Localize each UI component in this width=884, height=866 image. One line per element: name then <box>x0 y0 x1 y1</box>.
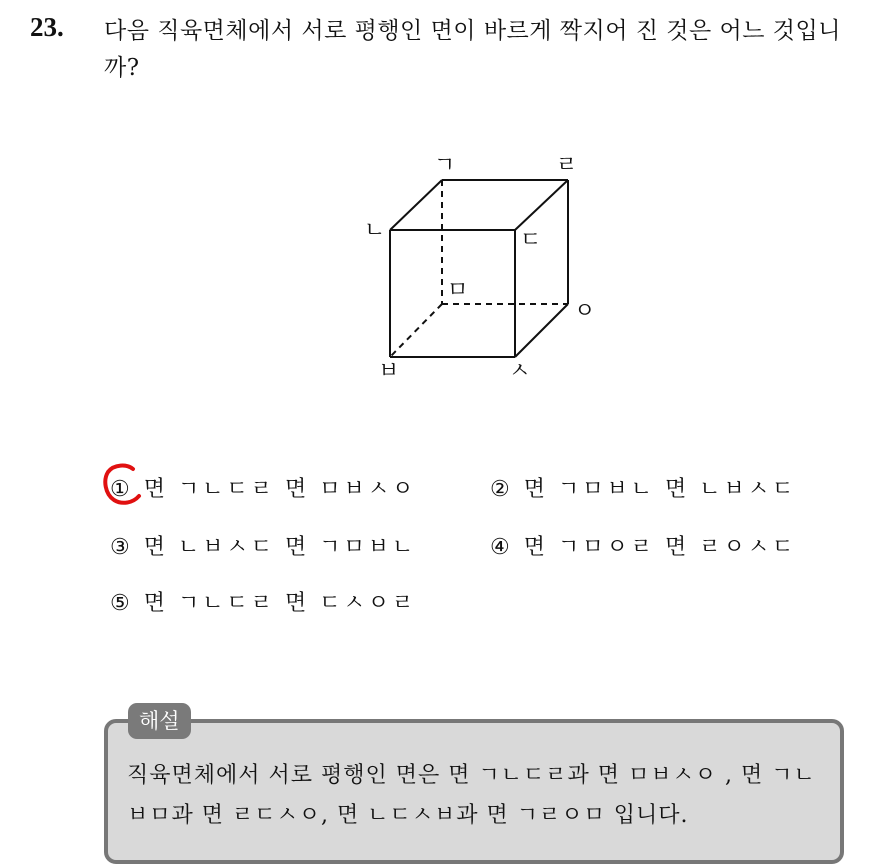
choice-text: 면 ㄱㅁㅂㄴ 면 ㄴㅂㅅㄷ <box>523 477 797 502</box>
vertex-label-top-back-left: ㄱ <box>434 153 456 178</box>
question-text: 다음 직육면체에서 서로 평행인 면이 바르게 짝지어 진 것은 어느 것입니까? <box>104 18 841 81</box>
vertex-label-top-back-right: ㄹ <box>556 153 578 178</box>
vertex-label-top-front-right: ㄷ <box>520 228 542 253</box>
choice-number: ② <box>490 477 510 502</box>
edge-top-right <box>515 180 568 230</box>
vertex-label-bottom-front-left: ㅂ <box>378 359 400 384</box>
hidden-edge-bottom-left <box>390 304 442 357</box>
question-number: 23. <box>30 12 64 42</box>
solution-text: 직육면체에서 서로 평행인 면은 면 ㄱㄴㄷㄹ과 면 ㅁㅂㅅㅇ , 면 ㄱㄴㅂㅁ과 면 ㄹㄷㅅㅇ, 면 ㄴㄷㅅㅂ과 면 ㄱㄹㅇㅁ 입니다. <box>127 763 816 828</box>
vertex-label-bottom-back-left: ㅁ <box>447 278 469 303</box>
choice-2[interactable] <box>490 472 796 503</box>
vertex-label-bottom-back-right: ㅇ <box>574 299 596 324</box>
choice-number: ③ <box>110 535 130 560</box>
choice-number: ⑤ <box>110 591 130 616</box>
choice-3[interactable] <box>110 530 416 561</box>
edge-top-left <box>390 180 442 230</box>
choice-text: 면 ㄱㅁㅇㄹ 면 ㄹㅇㅅㄷ <box>523 535 797 560</box>
choice-1[interactable] <box>110 472 416 503</box>
choice-text: 면 ㄱㄴㄷㄹ 면 ㄷㅅㅇㄹ <box>143 591 417 616</box>
choice-text: 면 ㄱㄴㄷㄹ 면 ㅁㅂㅅㅇ <box>143 477 417 502</box>
vertex-label-bottom-front-right: ㅅ <box>509 359 531 384</box>
choice-4[interactable] <box>490 530 796 561</box>
choice-number: ④ <box>490 535 510 560</box>
choice-5[interactable] <box>110 586 416 617</box>
vertex-label-top-front-left: ㄴ <box>364 218 386 243</box>
solution-label: 해설 <box>128 703 191 739</box>
choice-text: 면 ㄴㅂㅅㄷ 면 ㄱㅁㅂㄴ <box>143 535 417 560</box>
choice-number: ① <box>110 477 130 502</box>
edge-bottom-right <box>515 304 568 357</box>
